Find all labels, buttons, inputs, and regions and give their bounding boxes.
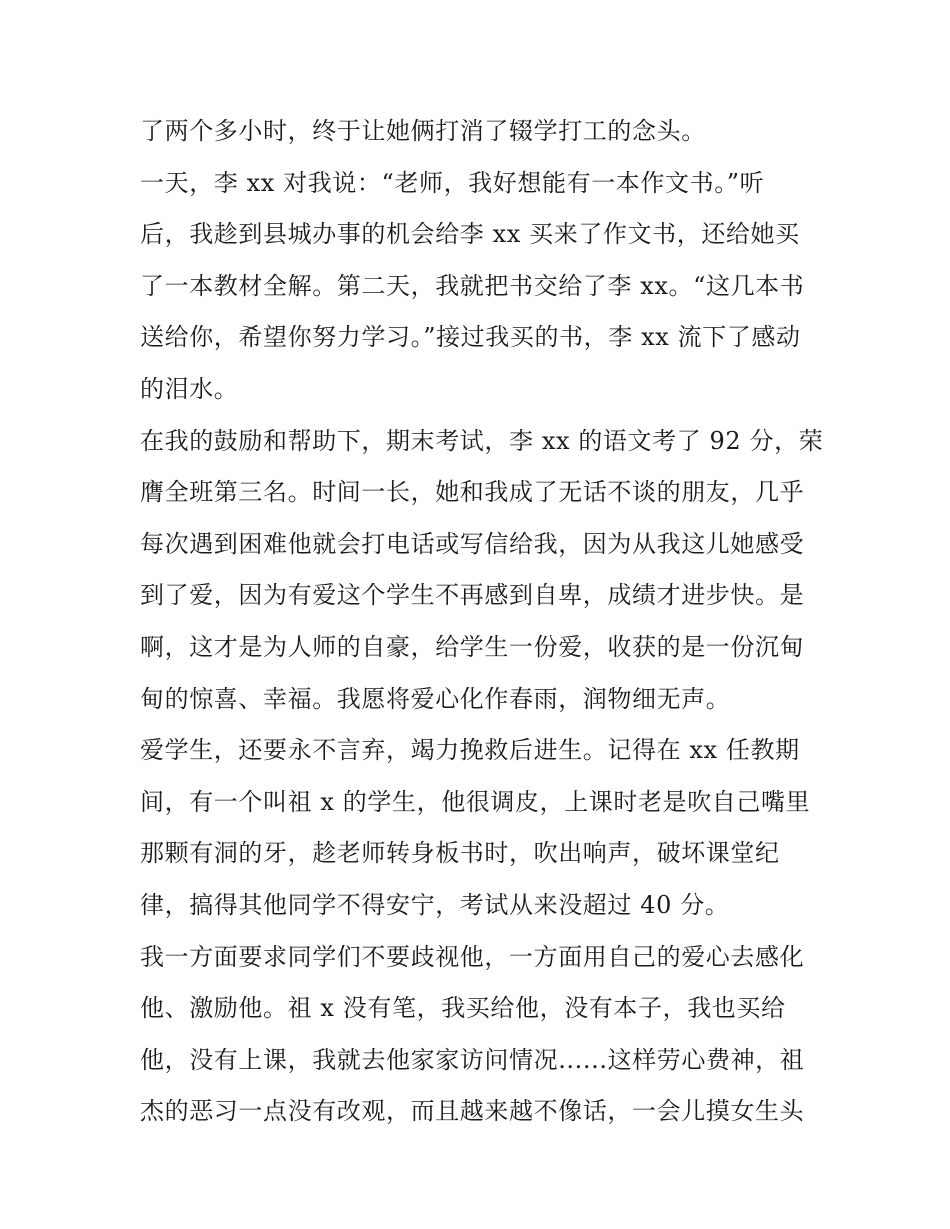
text-line-5: 送给你，希望你努力学习。”接过我买的书，李 xx 流下了感动	[140, 323, 801, 352]
text-line-6: 的泪水。	[140, 374, 239, 403]
text-line-3: 后，我趁到县城办事的机会给李 xx 买来了作文书，还给她买	[140, 220, 800, 249]
text-line-20: 杰的恶习一点没有改观，而且越来越不像话，一会儿摸女生头	[140, 1097, 805, 1126]
text-line-11: 啊，这才是为人师的自豪，给学生一份爱，收获的是一份沉甸	[140, 632, 805, 661]
text-line-8: 膺全班第三名。时间一长，她和我成了无话不谈的朋友，几乎	[140, 478, 805, 507]
text-line-14: 间，有一个叫祖 x 的学生，他很调皮，上课时老是吹自己嘴里	[140, 787, 811, 816]
text-line-4: 了一本教材全解。第二天，我就把书交给了李 xx。“这几本书	[140, 271, 805, 300]
text-line-17: 我一方面要求同学们不要歧视他，一方面用自己的爱心去感化	[140, 942, 805, 971]
text-line-13: 爱学生，还要永不言弃，竭力挽救后进生。记得在 xx 任教期	[140, 736, 800, 765]
text-line-16: 律，搞得其他同学不得安宁，考试从来没超过 40 分。	[140, 890, 730, 919]
text-line-1: 了两个多小时，终于让她俩打消了辍学打工的念头。	[140, 117, 706, 145]
text-line-10: 到了爱，因为有爱这个学生不再感到自卑，成绩才进步快。是	[140, 581, 805, 610]
body-text	[140, 106, 824, 1138]
text-line-9: 每次遇到困难他就会打电话或写信给我，因为从我这儿她感受	[140, 529, 805, 558]
text-line-19: 他，没有上课，我就去他家家访问情况......这样劳心费神，祖	[140, 1045, 805, 1074]
text-line-15: 那颗有洞的牙，趁老师转身板书时，吹出响声，破坏课堂纪	[140, 839, 780, 868]
text-line-18: 他、激励他。祖 x 没有笔，我买给他，没有本子，我也买给	[140, 994, 786, 1023]
text-line-12: 甸的惊喜、幸福。我愿将爱心化作春雨，润物细无声。	[140, 684, 731, 713]
text-line-7: 在我的鼓励和帮助下，期末考试，李 xx 的语文考了 92 分，荣	[140, 426, 824, 455]
text-line-2: 一天，李 xx 对我说：“老师，我好想能有一本作文书。”听	[140, 168, 765, 197]
